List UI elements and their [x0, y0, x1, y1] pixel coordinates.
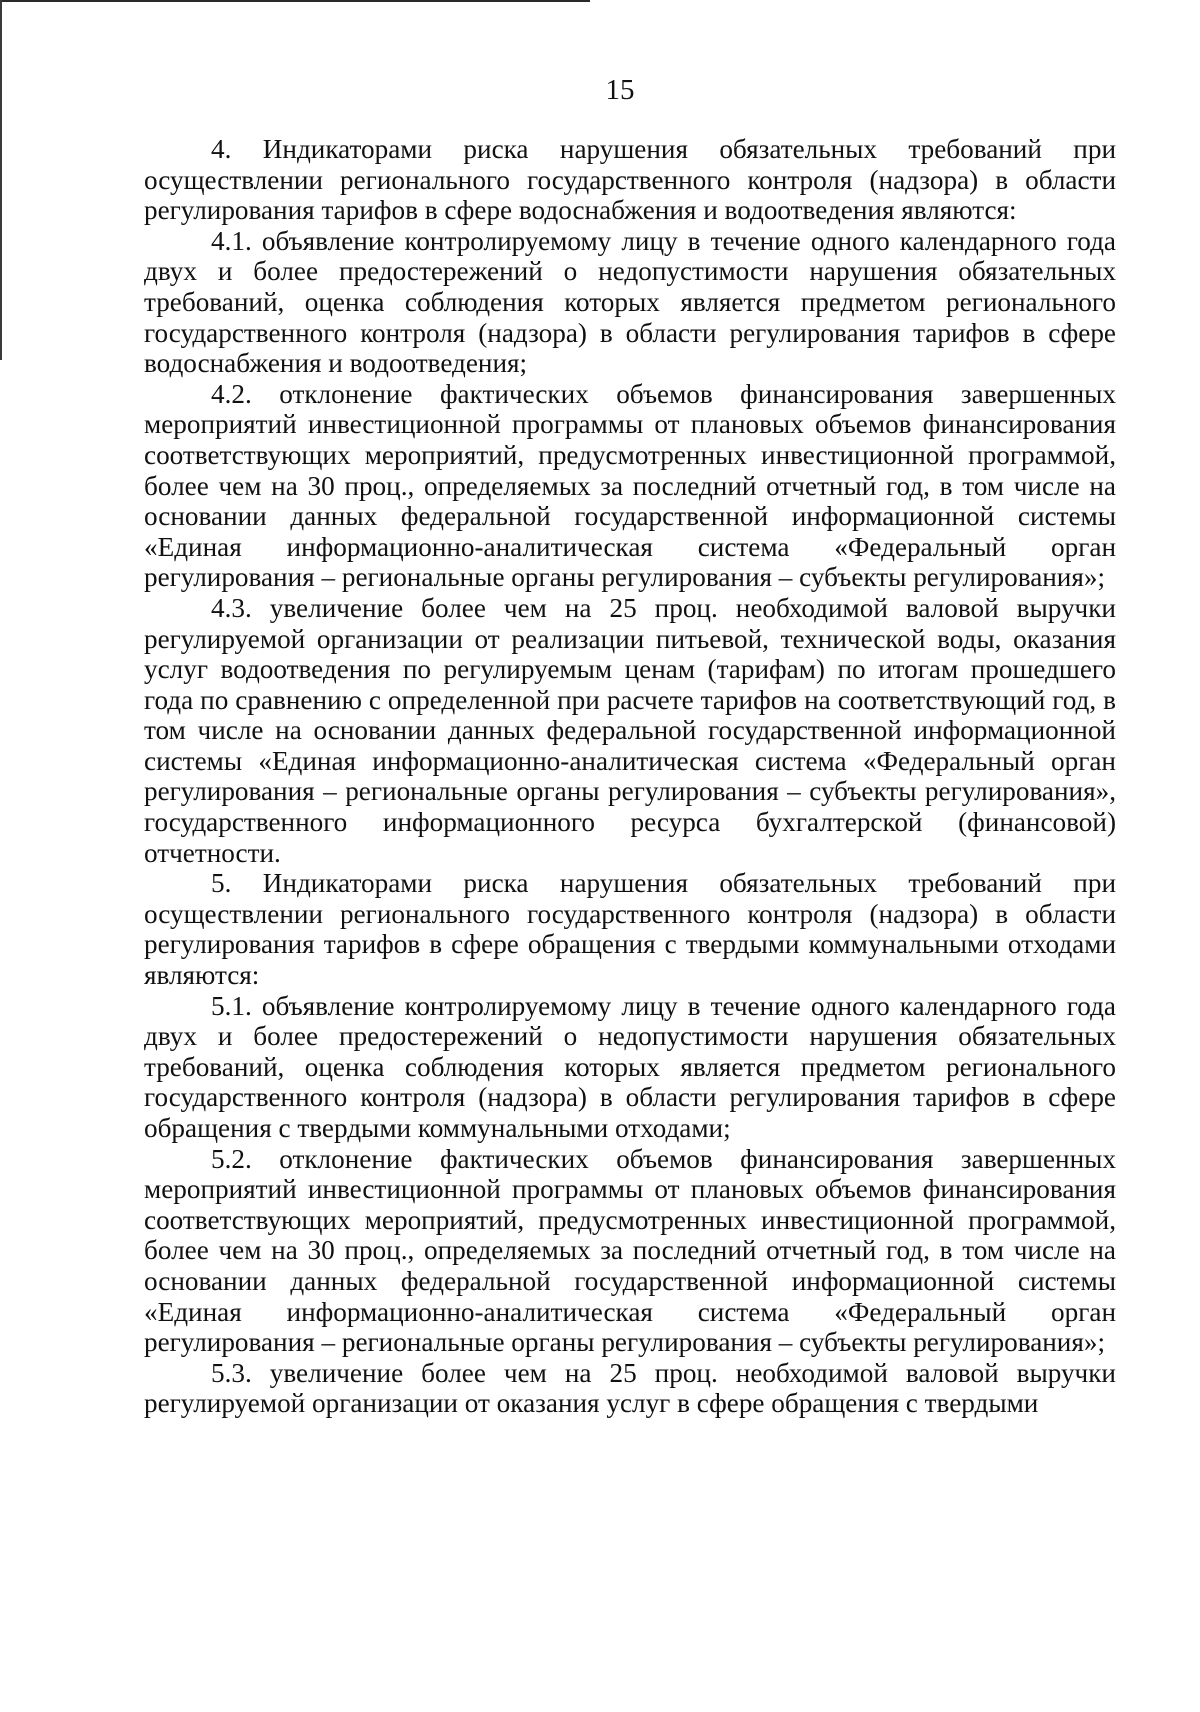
document-body — [144, 134, 1116, 1419]
paragraph-5-1: 5.1. объявление контролируемому лицу в течение одного календарного года двух и более предостережений о недопустимости нарушения обязательных требований, оценка соблюдения которых является предметом регионального государственного контроля (надзора) в области регулирования тарифов в сфере обращения с твердыми коммунальными отходами; — [144, 990, 1116, 1143]
paragraph-4-1: 4.1. объявление контролируемому лицу в течение одного календарного года двух и более предостережений о недопустимости нарушения обязательных требований, оценка соблюдения которых является предметом регионального государственного контроля (надзора) в области регулирования тарифов в сфере водоснабжения и водоотведения; — [144, 225, 1116, 379]
scan-border-left — [0, 0, 2, 360]
paragraph-4-2: 4.2. отклонение фактических объемов финансирования завершенных мероприятий инвестиционной программы от плановых объемов финансирования соответствующих мероприятий, предусмотренных инвестиционной программой, более чем на 30 проц., определяемых за последний отчетный год, в том числе на основании данных федеральной государственной информационной системы «Единая информационно-аналитическая система «Федеральный орган регулирования – региональные органы регулирования – субъекты регулирования»; — [144, 378, 1116, 593]
paragraph-5: 5. Индикаторами риска нарушения обязательных требований при осуществлении регионального государственного контроля (надзора) в области регулирования тарифов в сфере обращения с твердыми коммунальными отходами являются: — [144, 868, 1116, 991]
paragraph-4: 4. Индикаторами риска нарушения обязательных требований при осуществлении регионального государственного контроля (надзора) в области регулирования тарифов в сфере водоснабжения и водоотведения являются: — [144, 134, 1116, 226]
scan-border-top — [0, 0, 590, 2]
paragraph-5-3: 5.3. увеличение более чем на 25 проц. необходимой валовой выручки регулируемой организации от оказания услуг в сфере обращения с твердыми — [144, 1357, 1116, 1419]
paragraph-4-3: 4.3. увеличение более чем на 25 проц. необходимой валовой выручки регулируемой организации от реализации питьевой, технической воды, оказания услуг водоотведения по регулируемым ценам (тарифам) по итогам прошедшего года по сравнению с определенной при расчете тарифов на соответствующий год, в том числе на основании данных федеральной государственной информационной системы «Единая информационно-аналитическая система «Федеральный орган регулирования – региональные органы регулирования – субъекты регулирования», государственного информационного ресурса бухгалтерской (финансовой) отчетности. — [144, 592, 1116, 868]
page-number: 15 — [605, 74, 635, 106]
paragraph-5-2: 5.2. отклонение фактических объемов финансирования завершенных мероприятий инвестиционной программы от плановых объемов финансирования соответствующих мероприятий, предусмотренных инвестиционной программой, более чем на 30 проц., определяемых за последний отчетный год, в том числе на основании данных федеральной государственной информационной системы «Единая информационно-аналитическая система «Федеральный орган регулирования – региональные органы регулирования – субъекты регулирования»; — [144, 1143, 1116, 1358]
